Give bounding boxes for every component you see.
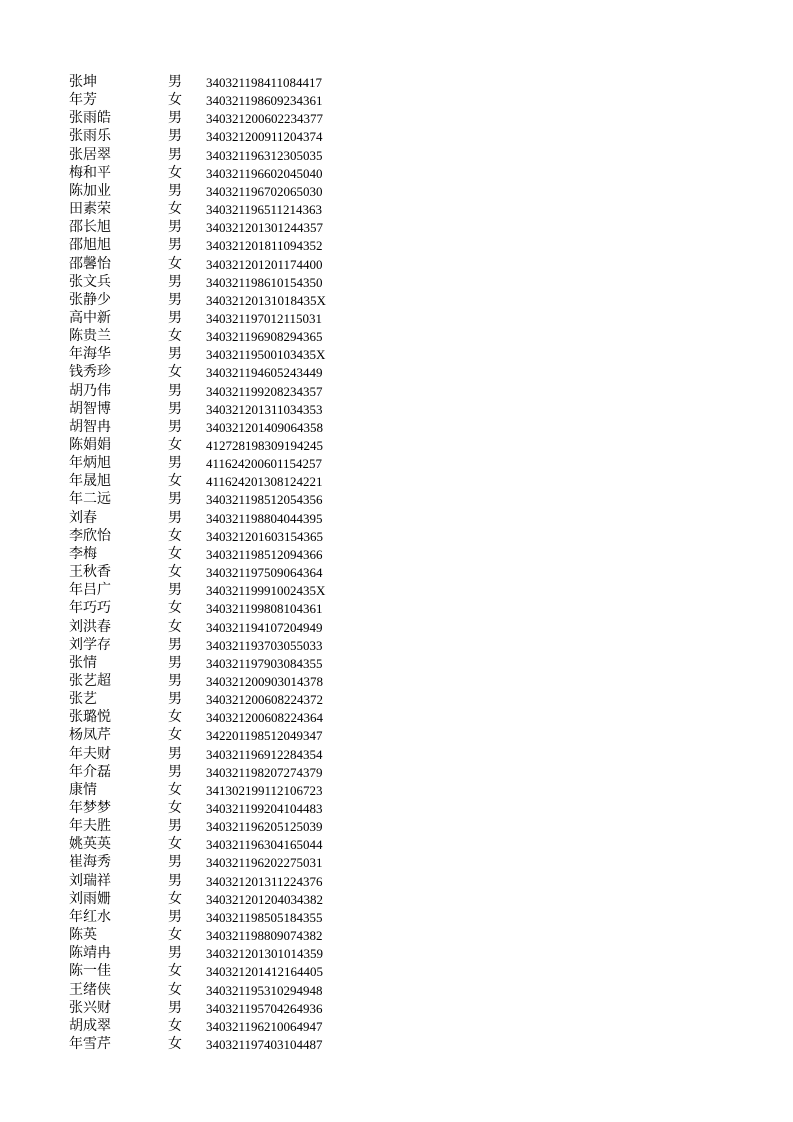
record-id-number: 340321199208234357 bbox=[206, 383, 323, 399]
record-name: 李梅 bbox=[69, 545, 97, 562]
record-gender: 男 bbox=[168, 219, 182, 236]
record-row bbox=[0, 872, 400, 891]
record-row bbox=[0, 418, 400, 437]
record-name: 陈加业 bbox=[69, 182, 111, 199]
record-id-number: 411624201308124221 bbox=[206, 474, 323, 490]
record-id-number: 340321200608224372 bbox=[206, 692, 323, 708]
record-gender: 女 bbox=[168, 164, 182, 181]
record-gender: 女 bbox=[168, 600, 182, 617]
record-name: 年芳 bbox=[69, 92, 97, 109]
record-gender: 男 bbox=[168, 672, 182, 689]
record-row bbox=[0, 890, 400, 909]
record-gender: 男 bbox=[168, 128, 182, 145]
record-name: 张文兵 bbox=[69, 273, 111, 290]
record-gender: 男 bbox=[168, 182, 182, 199]
record-id-number: 340321196210064947 bbox=[206, 1018, 323, 1034]
record-id-number: 340321196702065030 bbox=[206, 183, 323, 199]
record-gender: 女 bbox=[168, 981, 182, 998]
record-gender: 男 bbox=[168, 455, 182, 472]
record-id-number: 340321200602234377 bbox=[206, 111, 323, 127]
record-id-number: 340321196304165044 bbox=[206, 837, 323, 853]
record-gender: 男 bbox=[168, 872, 182, 889]
record-gender: 男 bbox=[168, 110, 182, 127]
record-id-number: 340321201311224376 bbox=[206, 873, 323, 889]
record-row bbox=[0, 490, 400, 509]
record-name: 年雪芹 bbox=[69, 1035, 111, 1052]
record-name: 张璐悦 bbox=[69, 709, 111, 726]
record-id-number: 340321198804044395 bbox=[206, 510, 323, 526]
record-gender: 男 bbox=[168, 818, 182, 835]
record-id-number: 340321198512054356 bbox=[206, 492, 323, 508]
record-gender: 男 bbox=[168, 382, 182, 399]
record-row bbox=[0, 327, 400, 346]
record-name: 高中新 bbox=[69, 309, 111, 326]
record-name: 年海华 bbox=[69, 346, 111, 363]
record-name: 年二远 bbox=[69, 491, 111, 508]
record-id-number: 340321200911204374 bbox=[206, 129, 323, 145]
record-id-number: 340321193703055033 bbox=[206, 637, 323, 653]
record-id-number: 340321196912284354 bbox=[206, 746, 323, 762]
record-row bbox=[0, 73, 400, 92]
record-row bbox=[0, 1017, 400, 1036]
record-name: 张坤 bbox=[69, 74, 97, 90]
record-row bbox=[0, 236, 400, 255]
record-row bbox=[0, 127, 400, 146]
record-id-number: 340321201301014359 bbox=[206, 946, 323, 962]
record-row bbox=[0, 200, 400, 219]
record-row bbox=[0, 926, 400, 945]
record-row bbox=[0, 545, 400, 564]
record-name: 张静少 bbox=[69, 291, 111, 308]
record-id-number: 340321201811094352 bbox=[206, 238, 323, 254]
record-row bbox=[0, 436, 400, 455]
record-id-number: 34032120131018435X bbox=[206, 292, 326, 308]
record-id-number: 342201198512049347 bbox=[206, 728, 323, 744]
record-row bbox=[0, 146, 400, 165]
record-name: 邵旭旭 bbox=[69, 237, 111, 254]
record-id-number: 340321196312305035 bbox=[206, 147, 323, 163]
record-name: 邵长旭 bbox=[69, 219, 111, 236]
record-row bbox=[0, 618, 400, 637]
record-row bbox=[0, 363, 400, 382]
record-name: 张情 bbox=[69, 654, 97, 671]
record-row bbox=[0, 273, 400, 292]
record-gender: 男 bbox=[168, 346, 182, 363]
record-row bbox=[0, 654, 400, 673]
record-name: 年夫财 bbox=[69, 745, 111, 762]
record-name: 年巧巧 bbox=[69, 600, 111, 617]
record-gender: 女 bbox=[168, 727, 182, 744]
record-name: 陈一佳 bbox=[69, 963, 111, 980]
record-name: 张艺超 bbox=[69, 672, 111, 689]
record-gender: 女 bbox=[168, 963, 182, 980]
record-name: 崔海秀 bbox=[69, 854, 111, 871]
record-id-number: 340321201409064358 bbox=[206, 419, 323, 435]
record-gender: 男 bbox=[168, 400, 182, 417]
record-row bbox=[0, 218, 400, 237]
record-gender: 男 bbox=[168, 999, 182, 1016]
record-id-number: 340321198610154350 bbox=[206, 274, 323, 290]
record-name: 张居翠 bbox=[69, 146, 111, 163]
record-gender: 女 bbox=[168, 201, 182, 218]
record-id-number: 340321195704264936 bbox=[206, 1000, 323, 1016]
record-id-number: 340321198207274379 bbox=[206, 764, 323, 780]
record-name: 陈娟娟 bbox=[69, 437, 111, 453]
record-gender: 男 bbox=[168, 636, 182, 653]
record-row bbox=[0, 454, 400, 473]
record-id-number: 340321194107204949 bbox=[206, 619, 323, 635]
record-gender: 男 bbox=[168, 582, 182, 599]
record-name: 年梦梦 bbox=[69, 800, 111, 816]
record-row bbox=[0, 799, 400, 818]
record-row bbox=[0, 164, 400, 183]
record-name: 刘学存 bbox=[69, 636, 111, 653]
record-gender: 男 bbox=[168, 74, 182, 90]
record-gender: 女 bbox=[168, 92, 182, 109]
record-name: 王绪侠 bbox=[69, 981, 111, 998]
record-name: 康情 bbox=[69, 781, 97, 798]
record-gender: 男 bbox=[168, 509, 182, 526]
record-gender: 女 bbox=[168, 545, 182, 562]
record-gender: 女 bbox=[168, 781, 182, 798]
record-name: 胡智冉 bbox=[69, 418, 111, 435]
record-row bbox=[0, 708, 400, 727]
record-gender: 男 bbox=[168, 291, 182, 308]
record-id-number: 34032119991002435X bbox=[206, 583, 326, 599]
record-name: 年晟旭 bbox=[69, 473, 111, 490]
record-gender: 男 bbox=[168, 237, 182, 254]
record-row bbox=[0, 999, 400, 1018]
record-name: 胡乃伟 bbox=[69, 382, 111, 399]
record-row bbox=[0, 1035, 400, 1054]
record-row bbox=[0, 835, 400, 854]
record-row bbox=[0, 255, 400, 274]
record-gender: 男 bbox=[168, 745, 182, 762]
record-id-number: 340321201412164405 bbox=[206, 964, 323, 980]
record-id-number: 340321199204104483 bbox=[206, 801, 323, 816]
record-id-number: 340321196511214363 bbox=[206, 202, 323, 218]
record-row bbox=[0, 182, 400, 201]
record-row bbox=[0, 345, 400, 364]
record-gender: 男 bbox=[168, 763, 182, 780]
record-name: 年红水 bbox=[69, 908, 111, 925]
record-id-number: 340321200903014378 bbox=[206, 673, 323, 689]
record-row bbox=[0, 400, 400, 419]
record-row bbox=[0, 726, 400, 745]
record-gender: 女 bbox=[168, 255, 182, 272]
record-name: 年炳旭 bbox=[69, 455, 111, 472]
record-row bbox=[0, 382, 400, 401]
record-gender: 男 bbox=[168, 491, 182, 508]
record-name: 陈贵兰 bbox=[69, 328, 111, 345]
record-gender: 女 bbox=[168, 364, 182, 381]
record-gender: 女 bbox=[168, 709, 182, 726]
record-name: 刘春 bbox=[69, 509, 97, 526]
record-row bbox=[0, 672, 400, 691]
record-gender: 男 bbox=[168, 854, 182, 871]
record-name: 胡成翠 bbox=[69, 1017, 111, 1034]
record-gender: 男 bbox=[168, 945, 182, 962]
record-name: 梅和平 bbox=[69, 164, 111, 181]
record-gender: 女 bbox=[168, 927, 182, 944]
record-id-number: 340321201201174400 bbox=[206, 256, 323, 272]
record-gender: 女 bbox=[168, 1017, 182, 1034]
record-name: 陈英 bbox=[69, 927, 97, 944]
record-row bbox=[0, 581, 400, 600]
record-name: 刘洪春 bbox=[69, 618, 111, 635]
record-name: 刘雨姗 bbox=[69, 890, 111, 907]
record-id-number: 340321194605243449 bbox=[206, 365, 323, 381]
record-id-number: 340321198411084417 bbox=[206, 75, 323, 90]
record-row bbox=[0, 636, 400, 655]
record-name: 王秋香 bbox=[69, 564, 111, 581]
record-name: 田素荣 bbox=[69, 201, 111, 218]
record-gender: 女 bbox=[168, 890, 182, 907]
record-row bbox=[0, 309, 400, 328]
record-row bbox=[0, 817, 400, 836]
record-row bbox=[0, 291, 400, 310]
record-id-number: 340321196205125039 bbox=[206, 819, 323, 835]
record-id-number: 340321198609234361 bbox=[206, 93, 323, 109]
record-id-number: 34032119500103435X bbox=[206, 347, 326, 363]
record-id-number: 340321195310294948 bbox=[206, 982, 323, 998]
record-row bbox=[0, 599, 400, 618]
record-row bbox=[0, 509, 400, 528]
record-row bbox=[0, 109, 400, 128]
record-name: 胡智博 bbox=[69, 400, 111, 417]
record-name: 年介磊 bbox=[69, 763, 111, 780]
record-gender: 男 bbox=[168, 309, 182, 326]
record-name: 刘瑞祥 bbox=[69, 872, 111, 889]
record-id-number: 412728198309194245 bbox=[206, 438, 323, 453]
record-id-number: 340321197403104487 bbox=[206, 1036, 323, 1052]
record-gender: 女 bbox=[168, 800, 182, 816]
record-gender: 男 bbox=[168, 654, 182, 671]
record-row bbox=[0, 563, 400, 582]
record-gender: 男 bbox=[168, 691, 182, 708]
record-id-number: 340321198809074382 bbox=[206, 928, 323, 944]
record-row bbox=[0, 763, 400, 782]
record-row bbox=[0, 91, 400, 110]
record-name: 张兴财 bbox=[69, 999, 111, 1016]
record-gender: 女 bbox=[168, 836, 182, 853]
record-row bbox=[0, 781, 400, 800]
record-name: 年吕广 bbox=[69, 582, 111, 599]
record-gender: 女 bbox=[168, 473, 182, 490]
record-name: 年夫胜 bbox=[69, 818, 111, 835]
record-name: 张雨乐 bbox=[69, 128, 111, 145]
record-id-number: 340321201603154365 bbox=[206, 528, 323, 544]
record-row bbox=[0, 908, 400, 927]
record-name: 杨凤芹 bbox=[69, 727, 111, 744]
record-id-number: 340321201204034382 bbox=[206, 891, 323, 907]
record-name: 张雨皓 bbox=[69, 110, 111, 127]
record-row bbox=[0, 745, 400, 764]
record-row bbox=[0, 472, 400, 491]
record-row bbox=[0, 853, 400, 872]
record-id-number: 340321198505184355 bbox=[206, 909, 323, 925]
record-id-number: 411624200601154257 bbox=[206, 456, 323, 472]
record-row bbox=[0, 944, 400, 963]
record-gender: 女 bbox=[168, 564, 182, 581]
record-gender: 男 bbox=[168, 908, 182, 925]
record-id-number: 340321199808104361 bbox=[206, 601, 323, 617]
record-id-number: 340321197509064364 bbox=[206, 565, 323, 581]
record-row bbox=[0, 527, 400, 546]
record-row bbox=[0, 981, 400, 1000]
record-name: 李欣怡 bbox=[69, 527, 111, 544]
record-id-number: 340321196602045040 bbox=[206, 165, 323, 181]
record-gender: 女 bbox=[168, 527, 182, 544]
record-row bbox=[0, 690, 400, 709]
record-id-number: 340321200608224364 bbox=[206, 710, 323, 726]
record-gender: 女 bbox=[168, 328, 182, 345]
record-id-number: 340321197903084355 bbox=[206, 655, 323, 671]
record-name: 邵馨怡 bbox=[69, 255, 111, 272]
record-name: 钱秀珍 bbox=[69, 364, 111, 381]
record-name: 张艺 bbox=[69, 691, 97, 708]
record-name: 姚英英 bbox=[69, 836, 111, 853]
record-gender: 男 bbox=[168, 146, 182, 163]
record-gender: 女 bbox=[168, 618, 182, 635]
record-gender: 女 bbox=[168, 437, 182, 453]
record-gender: 男 bbox=[168, 273, 182, 290]
record-gender: 女 bbox=[168, 1035, 182, 1052]
record-name: 陈靖冉 bbox=[69, 945, 111, 962]
record-gender: 男 bbox=[168, 418, 182, 435]
record-id-number: 340321196908294365 bbox=[206, 329, 323, 345]
record-id-number: 340321196202275031 bbox=[206, 855, 323, 871]
record-id-number: 340321197012115031 bbox=[206, 310, 323, 326]
record-id-number: 340321201301244357 bbox=[206, 220, 323, 236]
record-id-number: 341302199112106723 bbox=[206, 782, 323, 798]
record-row bbox=[0, 962, 400, 981]
record-id-number: 340321201311034353 bbox=[206, 401, 323, 417]
record-id-number: 340321198512094366 bbox=[206, 546, 323, 562]
